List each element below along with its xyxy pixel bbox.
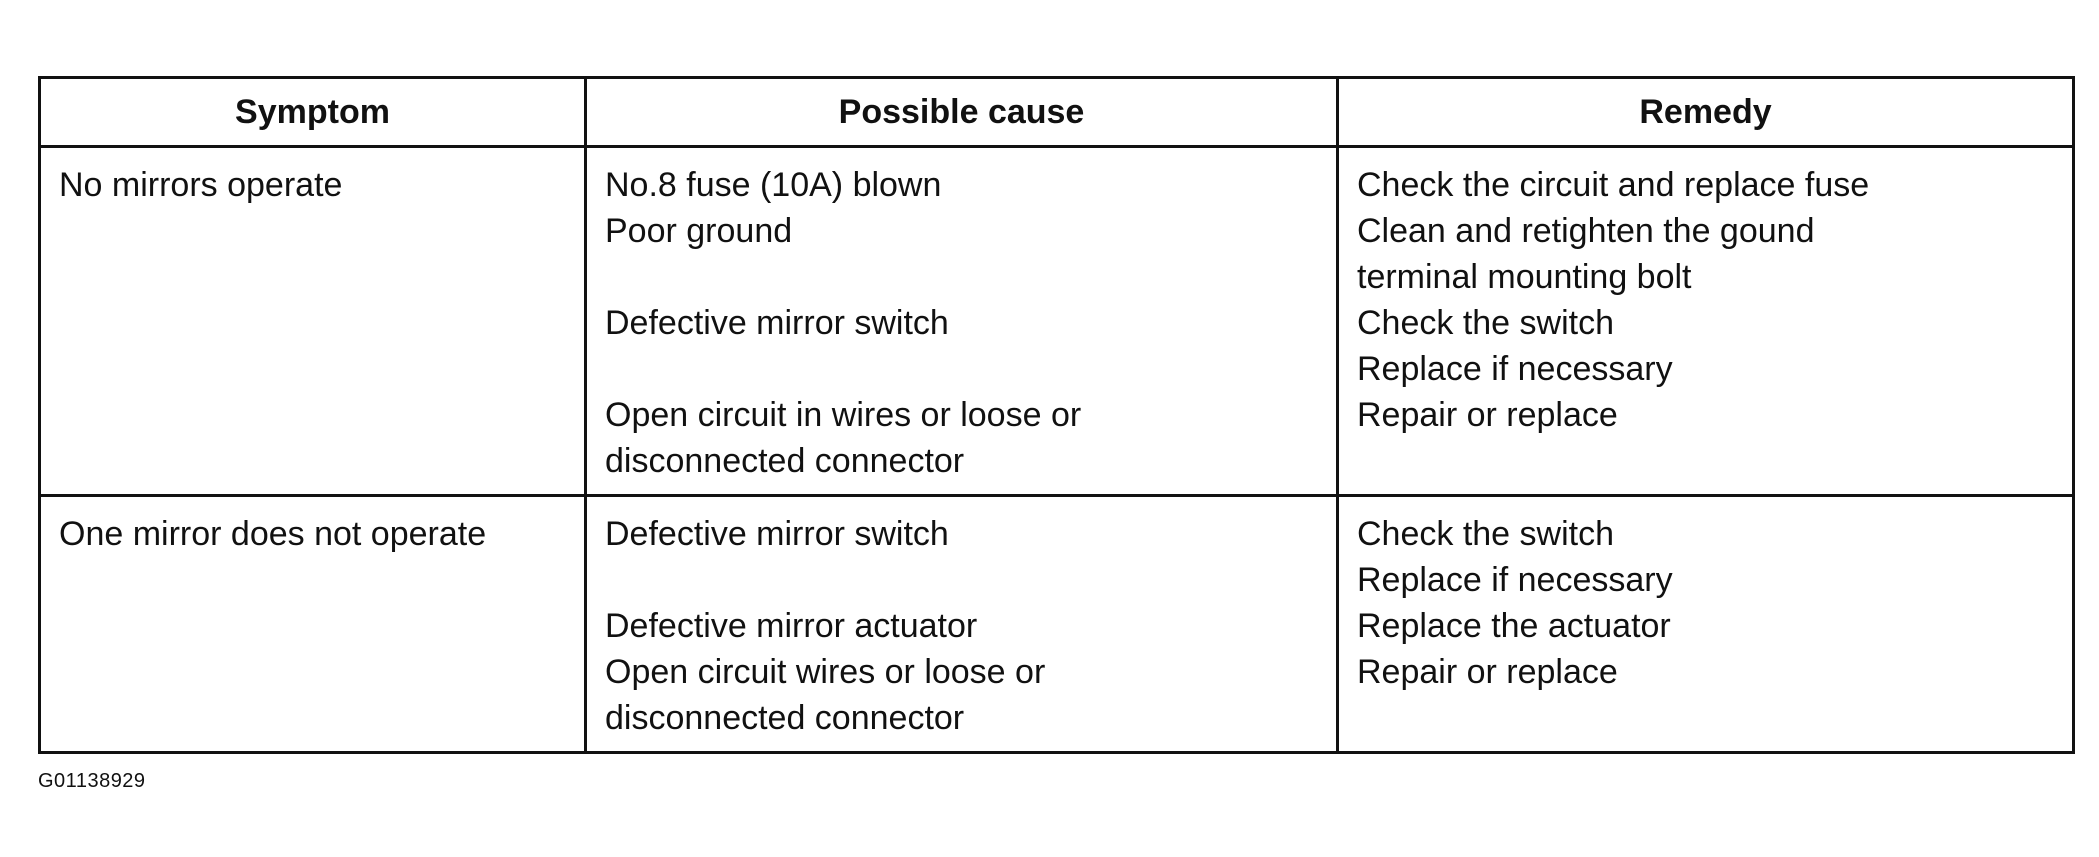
cause-line: No.8 fuse (10A) blown (605, 166, 942, 204)
header-row (40, 78, 2074, 147)
remedy-line: Check the switch (1357, 515, 1614, 553)
symptom-cell (40, 147, 586, 496)
cause-line: Poor ground (605, 212, 793, 250)
remedy-cell (1338, 147, 2074, 496)
cause-line: disconnected connector (605, 442, 965, 480)
cause-line: Defective mirror actuator (605, 607, 978, 645)
cause-line: disconnected connector (605, 699, 965, 737)
remedy-line (1357, 695, 2054, 741)
cause-cell (586, 147, 1338, 496)
header-symptom: Symptom (40, 78, 586, 147)
remedy-line: Repair or replace (1357, 396, 1618, 434)
remedy-line: terminal mounting bolt (1357, 258, 1692, 296)
header-possible-cause: Possible cause (586, 78, 1338, 147)
remedy-line: Check the switch (1357, 304, 1614, 342)
cause-line: Defective mirror switch (605, 515, 949, 553)
cause-line: Open circuit wires or loose or (605, 653, 1046, 691)
remedy-cell (1338, 496, 2074, 753)
cause-line (605, 557, 1318, 603)
cause-line: Defective mirror switch (605, 304, 949, 342)
table-row (40, 147, 2074, 496)
troubleshooting-table (38, 76, 2075, 754)
figure-code: G01138929 (38, 770, 146, 792)
symptom-text: One mirror does not operate (59, 515, 487, 553)
cause-line: Open circuit in wires or loose or (605, 396, 1082, 434)
remedy-line: Check the circuit and replace fuse (1357, 166, 1870, 204)
cause-line (605, 254, 1318, 300)
header-remedy: Remedy (1338, 78, 2074, 147)
remedy-line: Repair or replace (1357, 653, 1618, 691)
cause-cell (586, 496, 1338, 753)
symptom-text: No mirrors operate (59, 166, 343, 204)
table-row (40, 496, 2074, 753)
remedy-line: Replace if necessary (1357, 561, 1673, 599)
symptom-cell (40, 496, 586, 753)
remedy-line: Replace the actuator (1357, 607, 1671, 645)
cause-line (605, 346, 1318, 392)
remedy-line (1357, 438, 2054, 484)
remedy-line: Replace if necessary (1357, 350, 1673, 388)
remedy-line: Clean and retighten the gound (1357, 212, 1815, 250)
